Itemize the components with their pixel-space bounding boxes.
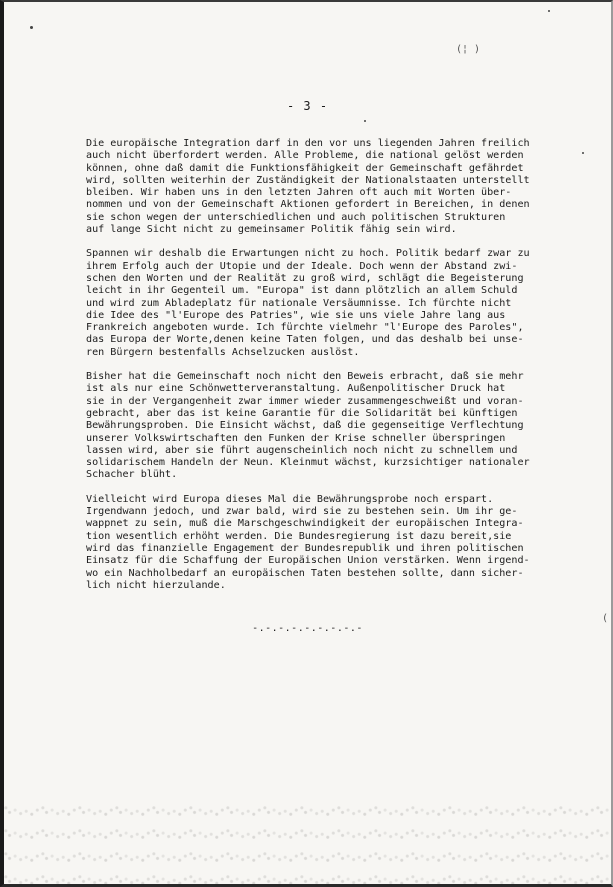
text-line: Die europäische Integration darf in den vor uns liegenden Jahren freilich: [86, 138, 530, 149]
text-line: Vielleicht wird Europa dieses Mal die Bewährungsprobe noch erspart.: [86, 493, 494, 505]
text-line: ihrem Erfolg auch der Utopie und der Ideale. Doch wenn der Abstand zwi-: [86, 260, 518, 272]
closing-rule: -.-.-.-.-.-.-.-.-: [252, 623, 363, 634]
text-line: schen den Worten und der Realität zu groß wird, schlägt die Begeisterung: [86, 272, 524, 284]
text-line: Bewährungsproben. Die Einsicht wächst, daß die gegenseitige Verflechtung: [86, 420, 524, 432]
text-line: Einsatz für die Schaffung der Europäischen Union verstärken. Wenn irgend-: [86, 555, 530, 567]
text-line: können, ohne daß damit die Funktionsfähigkeit der Gemeinschaft gefährdet: [86, 162, 524, 174]
text-line: nommen und von der Gemeinschaft Aktionen gefordert in Bereichen, in denen: [86, 199, 530, 211]
text-line: wird, sollten weiterhin der Zuständigkeit der Nationalstaaten unterstellt: [86, 174, 530, 186]
text-line: lich nicht hierzulande.: [86, 579, 226, 591]
text-line: bleiben. Wir haben uns in den letzten Jahren oft auch mit Worten über-: [86, 187, 512, 199]
text-line: tion wesentlich erhöht werden. Die Bundesregierung ist dazu bereit,sie: [86, 530, 512, 542]
text-line: Spannen wir deshalb die Erwartungen nicht zu hoch. Politik bedarf zwar zu: [86, 248, 530, 260]
scan-speck: [30, 26, 33, 29]
body-text: [86, 138, 610, 604]
text-line: Irgendwann jedoch, und zwar bald, wird sie zu bestehen sein. Um ihr ge-: [86, 506, 518, 518]
text-line: gebracht, aber das ist keine Garantie für die Solidarität bei künftigen: [86, 407, 518, 419]
paragraph-1: [86, 138, 610, 236]
text-line: wird das finanzielle Engagement der Bundesrepublik und ihren politischen: [86, 542, 524, 554]
page-number: - 3 -: [286, 99, 329, 113]
text-line: wappnet zu sein, muß die Marschgeschwindigkeit der europäischen Integra-: [86, 518, 524, 530]
text-line: ist als nur eine Schönwetterveranstaltung. Außenpolitischer Druck hat: [86, 383, 506, 395]
corner-mark: (¦ ): [456, 44, 481, 55]
text-line: die Idee des "l'Europe des Patries", wie sie uns viele Jahre lang aus: [86, 309, 506, 321]
text-line: auch nicht überfordert werden. Alle Probleme, die national gelöst werden: [86, 150, 524, 162]
text-line: leicht in ihr Gegenteil um. "Europa" ist dann plötzlich an allem Schuld: [86, 285, 518, 297]
text-line: auf lange Sicht nicht zu gemeinsamer Politik fähig sein wird.: [86, 224, 457, 236]
text-line: Bisher hat die Gemeinschaft noch nicht den Beweis erbracht, daß sie mehr: [86, 371, 524, 383]
text-line: wo ein Nachholbedarf an europäischen Taten bestehen sollte, dann sicher-: [86, 567, 524, 579]
text-line: das Europa der Worte,denen keine Taten folgen, und das deshalb bei unse-: [86, 334, 524, 346]
scan-speck: [364, 120, 366, 122]
text-line: ren Bürgern bestenfalls Achselzucken auslöst.: [86, 346, 360, 358]
text-line: Schacher blüht.: [86, 469, 178, 481]
text-line: sie in der Vergangenheit zwar immer wieder zusammengeschweißt und voran-: [86, 395, 524, 407]
paragraph-3: [86, 371, 610, 482]
text-line: und wird zum Abladeplatz für nationale Versäumnisse. Ich fürchte nicht: [86, 297, 512, 309]
text-line: solidarischem Handeln der Neun. Kleinmut wächst, kurzsichtiger nationaler: [86, 457, 530, 469]
scan-noise: [4, 794, 611, 884]
text-line: unserer Volkswirtschaften den Funken der Krise schneller überspringen: [86, 432, 506, 444]
paragraph-2: [86, 248, 610, 359]
paragraph-4: [86, 494, 610, 592]
margin-mark: (: [602, 613, 609, 624]
text-line: Frankreich angeboten wurde. Ich fürchte vielmehr "l'Europe des Paroles",: [86, 322, 524, 334]
text-line: lassen wird, aber sie führt augenscheinlich noch nicht zu schnellem und: [86, 444, 518, 456]
text-line: sie schon wegen der unterschiedlichen und auch politischen Strukturen: [86, 211, 506, 223]
scan-speck: [548, 10, 550, 12]
